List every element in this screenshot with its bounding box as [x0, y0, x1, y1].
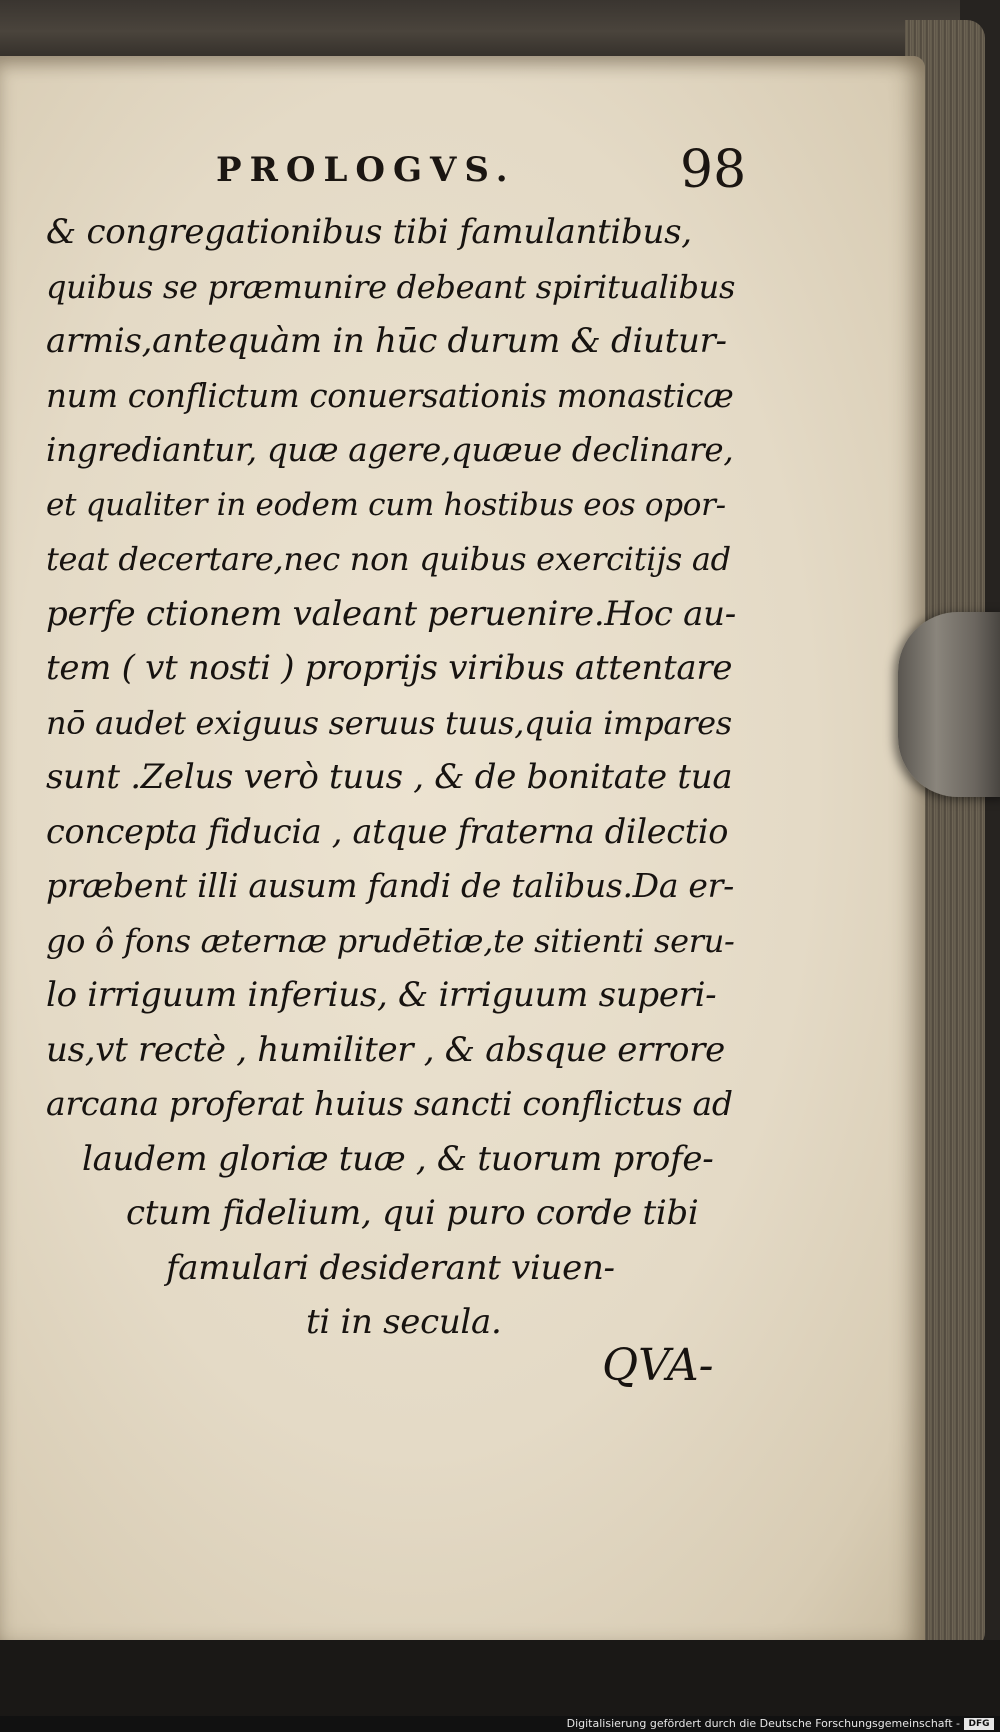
dfg-logo-icon: DFG — [964, 1718, 994, 1730]
text-line: ingrediantur, quæ agere,quæue declinare, — [46, 431, 734, 469]
running-head — [40, 140, 747, 200]
text-line: nō audet exiguus seruus tuus,quia impares — [46, 703, 732, 742]
text-line: ctum fidelium, qui puro corde tibi — [126, 1193, 699, 1233]
text-line: concepta fiducia , atque fraterna dilectio — [46, 811, 729, 851]
page-clip — [898, 612, 1000, 797]
running-head-title: PROLOGVS. — [216, 150, 516, 190]
digitization-footer — [0, 1716, 1000, 1732]
text-line: arcana proferat huius sancti conflictus ad — [46, 1084, 733, 1123]
text-line: armis,antequàm in hūc durum & diutur- — [46, 321, 727, 361]
body-text — [46, 205, 736, 1350]
text-line: teat decertare,nec non quibus exercitijs ad — [46, 540, 731, 578]
text-line: ti in secula. — [306, 1302, 502, 1342]
text-line: et qualiter in eodem cum hostibus eos opor- — [46, 486, 726, 523]
text-line: lo irriguum inferius, & irriguum superi- — [46, 975, 717, 1015]
text-line: sunt .Zelus verò tuus , & de bonitate tua — [46, 757, 733, 797]
text-line: tem ( vt nosti ) proprijs viribus attentare — [46, 648, 733, 688]
catchword: QVA- — [602, 1340, 714, 1391]
page-number: 98 — [680, 140, 747, 200]
text-line: & congregationibus tibi famulantibus, — [46, 212, 692, 252]
funding-credit: Digitalisierung gefördert durch die Deutsche Forschungsgemeinschaft - — [566, 1717, 960, 1730]
text-line: quibus se præmunire debeant spiritualibus — [46, 267, 736, 306]
text-line: famulari desiderant viuen- — [166, 1247, 615, 1288]
text-line: præbent illi ausum fandi de talibus.Da er- — [46, 866, 734, 905]
text-line: go ô fons æternæ prudētiæ,te sitienti seru- — [46, 921, 735, 960]
text-line: perfe ctionem valeant peruenire.Hoc au- — [46, 593, 736, 634]
text-line: num conflictum conuersationis monasticæ — [46, 376, 734, 415]
text-line: laudem gloriæ tuæ , & tuorum profe- — [82, 1138, 714, 1179]
text-line: us,vt rectè , humiliter , & absque errore — [46, 1029, 725, 1070]
